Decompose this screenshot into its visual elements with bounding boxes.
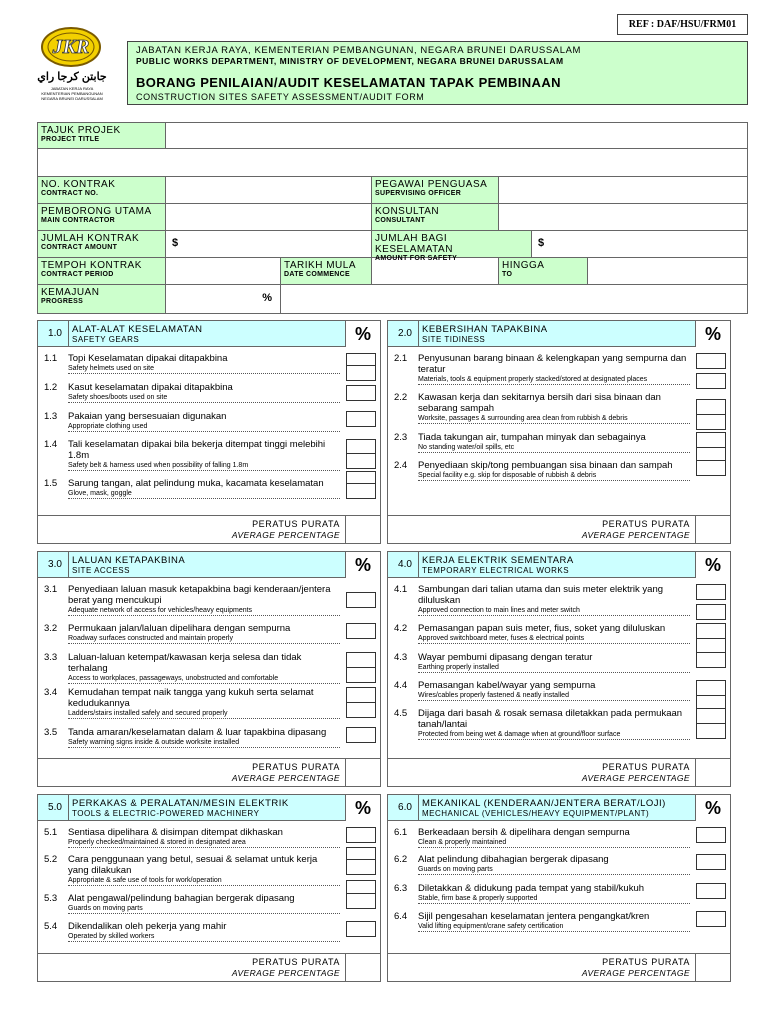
contract-amount-unit: $ [172,237,179,249]
section-header [388,795,730,821]
item-text-ms: Dijaga dari basah & rosak semasa diletakkan pada permukaan tanah/lantai [418,708,683,730]
item-text-en: Operated by skilled workers [68,932,340,942]
percent-column-header: % [695,795,730,821]
item-number: 5.3 [44,893,58,904]
section-title-ms: LALUAN KETAPAKBINA [72,555,186,566]
date-commence-field[interactable] [372,258,499,285]
logo-line3: NEGARA BRUNEI DARUSSALAM [41,96,103,101]
contract-period-field[interactable] [166,258,281,285]
section-title-ms: KEBERSIHAN TAPAKBINA [422,324,548,335]
ref-box [617,14,748,35]
item-text-en: Worksite, passages & surrounding area clean from rubbish & debris [418,414,690,424]
score-box[interactable] [696,414,726,430]
contract-amount-label: JUMLAH KONTRAK CONTRACT AMOUNT [38,231,166,258]
section-title-ms: KERJA ELEKTRIK SEMENTARA [422,555,574,566]
item-number: 5.1 [44,827,58,838]
item-number: 6.4 [394,911,408,922]
score-box[interactable] [346,667,376,683]
item-text-ms: Kasut keselamatan dipakai ditapakbina [68,382,233,393]
item-number: 5.2 [44,854,58,865]
form-title-en: CONSTRUCTION SITES SAFETY ASSESSMENT/AUDIT FORM [136,92,425,102]
item-number: 5.4 [44,921,58,932]
item-text-ms: Dikendalikan oleh pekerja yang mahir [68,921,227,932]
section-number: 3.0 [42,552,69,578]
item-text-ms: Alat pelindung dibahagian bergerak dipasang [418,854,609,865]
item-text-ms: Penyediaan laluan masuk ketapakbina bagi kenderaan/jentera berat yang mencukupi [68,584,331,606]
dept-ms: JABATAN KERJA RAYA, KEMENTERIAN PEMBANGUNAN, NEGARA BRUNEI DARUSSALAM [136,45,582,56]
item-number: 2.3 [394,432,408,443]
item-number: 3.1 [44,584,58,595]
section-4-0 [387,551,731,787]
consultant-label: KONSULTAN CONSULTANT [372,204,499,231]
section-number: 6.0 [392,795,419,821]
section-title-en: TEMPORARY ELECTRICAL WORKS [422,566,570,575]
section-title-en: TOOLS & ELECTRIC-POWERED MACHINERY [72,809,260,818]
average-field[interactable] [695,954,730,982]
average-field[interactable] [695,759,730,787]
item-text-en: Ladders/stairs installed safely and secured properly [68,709,340,719]
progress-label: KEMAJUAN PROGRESS [38,285,166,313]
form-title-ms: BORANG PENILAIAN/AUDIT KESELAMATAN TAPAK PEMBINAAN [136,75,561,90]
average-row [38,758,380,786]
item-text-ms: Sentiasa dipelihara & disimpan ditempat dikhaskan [68,827,283,838]
to-date-label: HINGGA TO [499,258,588,285]
score-box[interactable] [696,652,726,668]
item-text-ms: Tiada takungan air, tumpahan minyak dan sebagainya [418,432,646,443]
average-label-ms: PERATUS PURATA [602,957,690,967]
item-text-en: Roadway surfaces constructed and maintain properly [68,634,340,644]
average-row [388,758,730,786]
score-box[interactable] [696,680,726,696]
project-info-block [37,122,748,314]
amount-for-safety-label: JUMLAH BAGI KESELAMATAN AMOUNT FOR SAFETY [372,231,532,258]
item-text-ms: Cara penggunaan yang betul, sesuai & selamat untuk kerja yang dilakukan [68,854,318,876]
score-box[interactable] [696,399,726,415]
consultant-field[interactable] [499,204,747,231]
project-title-label: TAJUK PROJEK PROJECT TITLE [38,123,166,149]
section-1-0 [37,320,381,544]
average-field[interactable] [695,516,730,544]
average-label-ms: PERATUS PURATA [252,957,340,967]
average-label-en: AVERAGE PERCENTAGE [231,773,340,783]
average-label-en: AVERAGE PERCENTAGE [581,530,690,540]
item-text-en: Safety warning signs inside & outside worksite installed [68,738,340,748]
item-text-en: Earthing properly installed [418,663,690,673]
score-box[interactable] [696,604,726,620]
jkr-logo [32,26,128,106]
item-text-en: Guards on moving parts [68,904,340,914]
item-text-en: Protected from being wet & damage when at ground/floor surface [418,730,690,740]
score-box[interactable] [696,460,726,476]
score-box[interactable] [346,727,376,743]
section-number: 1.0 [42,321,69,347]
score-box[interactable] [346,687,376,703]
item-number: 6.1 [394,827,408,838]
section-title-en: SITE ACCESS [72,566,130,575]
item-text-en: Glove, mask, goggle [68,489,340,499]
average-label-en: AVERAGE PERCENTAGE [581,773,690,783]
item-number: 2.1 [394,353,408,364]
item-text-ms: Diletakkan & didukung pada tempat yang stabil/kukuh [418,883,645,894]
item-text-ms: Sarung tangan, alat pelindung muka, kacamata keselamatan [68,478,324,489]
item-text-en: Safety helmets used on site [68,364,340,374]
score-box[interactable] [346,483,376,499]
progress-field[interactable] [166,285,281,313]
average-row [38,953,380,981]
ref-code: REF : DAF/HSU/FRM01 [628,19,737,30]
percent-column-header: % [345,552,380,578]
item-text-ms: Alat pengawal/pelindung bahagian bergerak dipasang [68,893,295,904]
score-box[interactable] [346,859,376,875]
contract-no-label: NO. KONTRAK CONTRACT NO. [38,177,166,204]
item-number: 4.1 [394,584,408,595]
item-number: 4.3 [394,652,408,663]
score-box[interactable] [696,854,726,870]
score-box[interactable] [696,373,726,389]
item-number: 2.4 [394,460,408,471]
score-box[interactable] [696,883,726,899]
score-box[interactable] [346,365,376,381]
logo-line1: JABATAN KERJA RAYA [50,86,94,91]
item-text-en: Stable, firm base & properly supported [418,894,690,904]
average-field[interactable] [345,516,380,544]
section-number: 4.0 [392,552,419,578]
logo-jawi: جابتن كرجا راي [37,71,107,83]
item-text-ms: Permukaan jalan/laluan dipelihara dengan sempurna [68,623,291,634]
section-header [388,552,730,578]
average-row [388,953,730,981]
average-label-ms: PERATUS PURATA [602,519,690,529]
score-box[interactable] [696,708,726,724]
item-text-en: Guards on moving parts [418,865,690,875]
item-text-en: Materials, tools & equipment properly stacked/stored at designated places [418,375,690,385]
section-number: 5.0 [42,795,69,821]
score-box[interactable] [696,723,726,739]
amount-for-safety-unit: $ [538,237,545,249]
score-box[interactable] [346,921,376,937]
section-title-ms: MEKANIKAL (KENDERAAN/JENTERA BERAT/LOJI) [422,798,666,809]
item-number: 1.5 [44,478,58,489]
item-number: 4.2 [394,623,408,634]
score-box[interactable] [696,623,726,639]
item-text-en: Approved connection to main lines and meter switch [418,606,690,616]
main-contractor-field[interactable] [166,204,372,231]
project-title-field-2[interactable] [38,149,747,177]
score-box[interactable] [696,911,726,927]
section-header [388,321,730,347]
percent-column-header: % [695,552,730,578]
item-text-en: Appropriate clothing used [68,422,340,432]
main-contractor-label: PEMBORONG UTAMA MAIN CONTRACTOR [38,204,166,231]
section-3-0 [37,551,381,787]
section-title-en: MECHANICAL (VEHICLES/HEAVY EQUIPMENT/PLANT) [422,809,650,818]
item-number: 2.2 [394,392,408,403]
section-header [38,552,380,578]
logo-initials: JKR [52,36,90,58]
item-text-en: Appropriate & safe use of tools for work/operation [68,876,340,886]
amount-for-safety-field[interactable] [532,231,747,258]
project-title-field[interactable] [166,123,747,149]
item-text-en: Special facility e.g. skip for disposable of rubbish & debris [418,471,690,481]
item-number: 1.1 [44,353,58,364]
average-label-ms: PERATUS PURATA [252,762,340,772]
score-box[interactable] [696,353,726,369]
section-title-ms: ALAT-ALAT KESELAMATAN [72,324,203,335]
item-text-ms: Sijil pengesahan keselamatan jentera pengangkat/kren [418,911,650,922]
score-box[interactable] [696,584,726,600]
item-number: 3.5 [44,727,58,738]
supervising-officer-label: PEGAWAI PENGUASA SUPERVISING OFFICER [372,177,499,204]
logo-line2: KEMENTERIAN PEMBANGUNAN [41,91,103,96]
item-number: 3.4 [44,687,58,698]
supervising-officer-field[interactable] [499,177,747,204]
score-box[interactable] [346,652,376,668]
section-header [38,321,380,347]
item-number: 3.2 [44,623,58,634]
contract-amount-field[interactable] [166,231,372,258]
average-label-ms: PERATUS PURATA [602,762,690,772]
average-row [388,515,730,543]
item-number: 4.5 [394,708,408,719]
average-label-en: AVERAGE PERCENTAGE [231,968,340,978]
average-row [38,515,380,543]
item-text-en: Wires/cables properly fastened & neatly installed [418,691,690,701]
contract-no-field[interactable] [166,177,372,204]
item-text-ms: Pemasangan papan suis meter, fius, soket yang diluluskan [418,623,666,634]
item-text-ms: Tali keselamatan dipakai bila bekerja ditempat tinggi melebihi 1.8m [68,439,326,461]
item-text-ms: Kawasan kerja dan sekitarnya bersih dari sisa binaan dan sebarang sampah [418,392,661,414]
item-text-ms: Kemudahan tempat naik tangga yang kukuh serta selamat kedudukannya [68,687,314,709]
item-text-ms: Berkeadaan bersih & dipelihara dengan sempurna [418,827,630,838]
score-box[interactable] [346,827,376,843]
item-text-en: Access to workplaces, passageways, unobstructed and comfortable [68,674,340,684]
item-text-en: Safety belt & harness used when possibility of falling 1.8m [68,461,340,471]
score-box[interactable] [346,453,376,469]
section-6-0 [387,794,731,982]
average-label-en: AVERAGE PERCENTAGE [581,968,690,978]
section-number: 2.0 [392,321,419,347]
score-box[interactable] [346,702,376,718]
percent-column-header: % [345,321,380,347]
score-box[interactable] [696,432,726,448]
item-number: 1.2 [44,382,58,393]
progress-unit: % [262,292,272,304]
section-5-0 [37,794,381,982]
item-text-ms: Wayar pembumi dipasang dengan teratur [418,652,593,663]
section-title-en: SAFETY GEARS [72,335,140,344]
item-text-en: Approved switchboard meter, fuses & electrical points [418,634,690,644]
dept-en: PUBLIC WORKS DEPARTMENT, MINISTRY OF DEVELOPMENT, NEGARA BRUNEI DARUSSALAM [136,56,564,66]
section-header [38,795,380,821]
percent-column-header: % [345,795,380,821]
item-number: 1.3 [44,411,58,422]
date-commence-label: TARIKH MULA DATE COMMENCE [281,258,372,285]
average-field[interactable] [345,759,380,787]
item-number: 4.4 [394,680,408,691]
section-title-en: SITE TIDINESS [422,335,486,344]
item-text-en: Safety shoes/boots used on site [68,393,340,403]
score-box[interactable] [696,827,726,843]
section-title-ms: PERKAKAS & PERALATAN/MESIN ELEKTRIK [72,798,289,809]
to-date-field[interactable] [588,258,747,285]
percent-column-header: % [695,321,730,347]
item-text-ms: Penyusunan barang binaan & kelengkapan yang sempurna dan teratur [418,353,687,375]
item-text-ms: Tanda amaran/keselamatan dalam & luar tapakbina dipasang [68,727,327,738]
header-box [127,41,748,105]
score-box[interactable] [346,385,376,401]
item-number: 3.3 [44,652,58,663]
contract-period-label: TEMPOH KONTRAK CONTRACT PERIOD [38,258,166,285]
item-text-en: Adequate network of access for vehicles/heavy equipments [68,606,340,616]
score-box[interactable] [346,893,376,909]
item-text-en: Properly checked/maintained & stored in designated area [68,838,340,848]
average-field[interactable] [345,954,380,982]
score-box[interactable] [346,411,376,427]
item-text-ms: Pakaian yang bersesuaian digunakan [68,411,227,422]
item-text-en: Clean & properly maintained [418,838,690,848]
item-number: 1.4 [44,439,58,450]
score-box[interactable] [346,592,376,608]
item-text-en: No standing water/oil spills, etc [418,443,690,453]
item-text-ms: Topi Keselamatan dipakai ditapakbina [68,353,228,364]
item-number: 6.3 [394,883,408,894]
item-text-ms: Pemasangan kabel/wayar yang sempurna [418,680,596,691]
average-label-en: AVERAGE PERCENTAGE [231,530,340,540]
item-text-ms: Penyediaan skip/tong pembuangan sisa binaan dan sampah [418,460,673,471]
item-number: 6.2 [394,854,408,865]
section-2-0 [387,320,731,544]
item-text-en: Valid lifting equipment/crane safety certification [418,922,690,932]
item-text-ms: Sambungan dari talian utama dan suis meter elektrik yang diluluskan [418,584,664,606]
score-box[interactable] [346,623,376,639]
average-label-ms: PERATUS PURATA [252,519,340,529]
item-text-ms: Laluan-laluan ketempat/kawasan kerja selesa dan tidak terhalang [68,652,302,674]
